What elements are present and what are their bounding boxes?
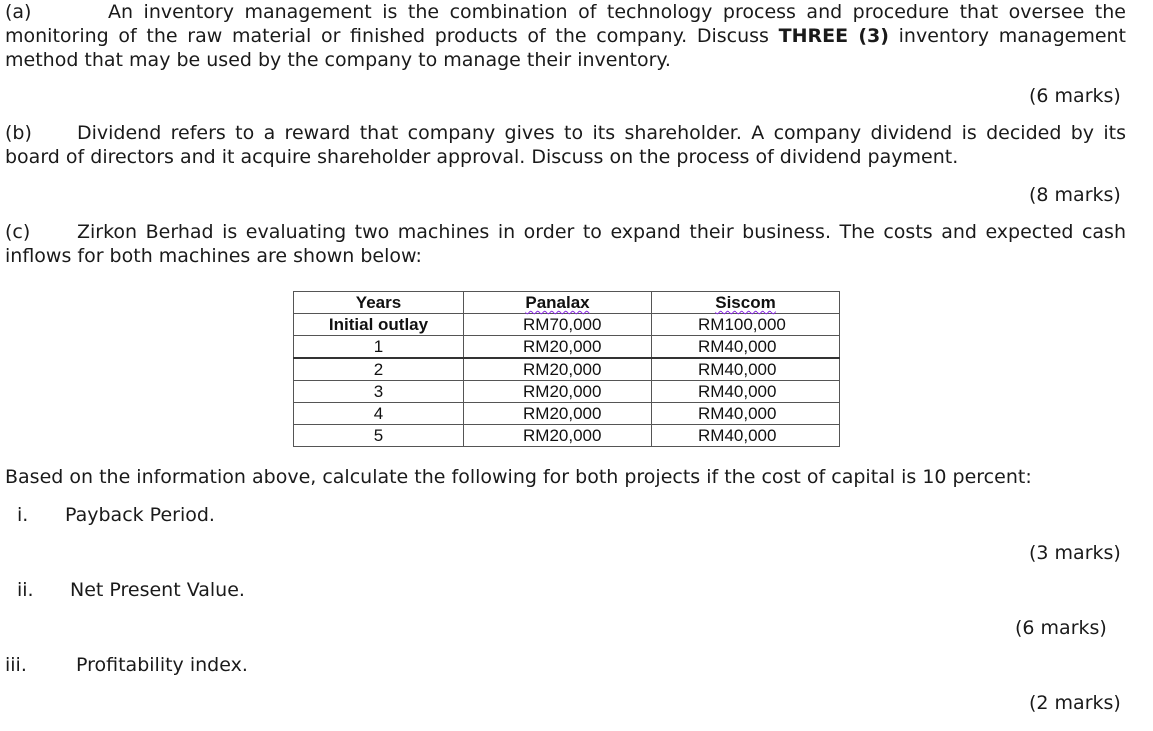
table-cell-siscom: RM40,000 <box>652 403 840 425</box>
table-cell-siscom: RM40,000 <box>652 336 840 359</box>
sub-item-i-number: i. <box>17 504 29 526</box>
table-cell-panalax: RM70,000 <box>464 314 652 336</box>
table-cell-panalax: RM20,000 <box>464 425 652 447</box>
table-cell-year: 4 <box>294 403 464 425</box>
table-cell-year: 2 <box>294 358 464 381</box>
question-a-text-after: inventory management method that may be used by the company to manage their inventory. <box>5 25 1127 71</box>
header-years: Years <box>294 292 464 314</box>
sub-item-iii-marks: (2 marks) <box>1029 692 1121 714</box>
table-cell-panalax: RM20,000 <box>464 358 652 381</box>
header-siscom-text: Siscom <box>715 293 776 312</box>
question-c-text: Zirkon Berhad is evaluating two machines in order to expand their business. The costs and expected cash inflows for both machines are shown below: <box>5 221 1126 267</box>
table-cell-panalax: RM20,000 <box>464 381 652 403</box>
table-row <box>294 425 840 447</box>
question-a <box>5 0 1126 72</box>
header-panalax <box>464 292 652 314</box>
table-row <box>294 336 840 359</box>
question-a-label: (a) <box>5 1 32 23</box>
question-a-text-before: An inventory management is the combination of technology process and procedure that oversee the monitoring of the raw material or finished products of the company. Discuss <box>5 1 1126 47</box>
question-c <box>5 220 1126 268</box>
question-b-text: Dividend refers to a reward that company gives to its shareholder. A company dividend is decided by its board of directors and it acquire shareholder approval. Discuss on the process of dividend payment. <box>5 122 1126 168</box>
sub-item-ii-marks: (6 marks) <box>1015 617 1107 639</box>
table-cell-siscom: RM40,000 <box>652 381 840 403</box>
table-header-row <box>294 292 840 314</box>
question-c-label: (c) <box>5 221 31 243</box>
sub-item-iii-number: iii. <box>5 654 27 676</box>
sub-item-i-text: Payback Period. <box>65 504 215 526</box>
question-a-marks: (6 marks) <box>1029 85 1121 107</box>
table-cell-panalax: RM20,000 <box>464 403 652 425</box>
question-b <box>5 121 1126 169</box>
table-cell-year: 1 <box>294 336 464 359</box>
sub-item-i-marks: (3 marks) <box>1029 542 1121 564</box>
table-cell-siscom: RM100,000 <box>652 314 840 336</box>
table-cell-siscom: RM40,000 <box>652 425 840 447</box>
table-cell-panalax: RM20,000 <box>464 336 652 359</box>
header-siscom <box>652 292 840 314</box>
table-cell-year: 3 <box>294 381 464 403</box>
sub-item-iii-text: Profitability index. <box>76 654 248 676</box>
cash-flow-table <box>293 291 840 447</box>
table-row <box>294 314 840 336</box>
header-panalax-text: Panalax <box>525 293 590 312</box>
question-a-text-bold: THREE (3) <box>778 25 889 47</box>
question-b-label: (b) <box>5 122 32 144</box>
question-c-instruction: Based on the information above, calculate the following for both projects if the cost of capital is 10 percent: <box>5 466 1032 488</box>
table-row <box>294 358 840 381</box>
sub-item-ii-number: ii. <box>17 579 34 601</box>
table-cell-year: Initial outlay <box>294 314 464 336</box>
table-cell-year: 5 <box>294 425 464 447</box>
question-b-marks: (8 marks) <box>1029 184 1121 206</box>
table-row <box>294 403 840 425</box>
table-row <box>294 381 840 403</box>
sub-item-ii-text: Net Present Value. <box>70 579 245 601</box>
table-cell-siscom: RM40,000 <box>652 358 840 381</box>
